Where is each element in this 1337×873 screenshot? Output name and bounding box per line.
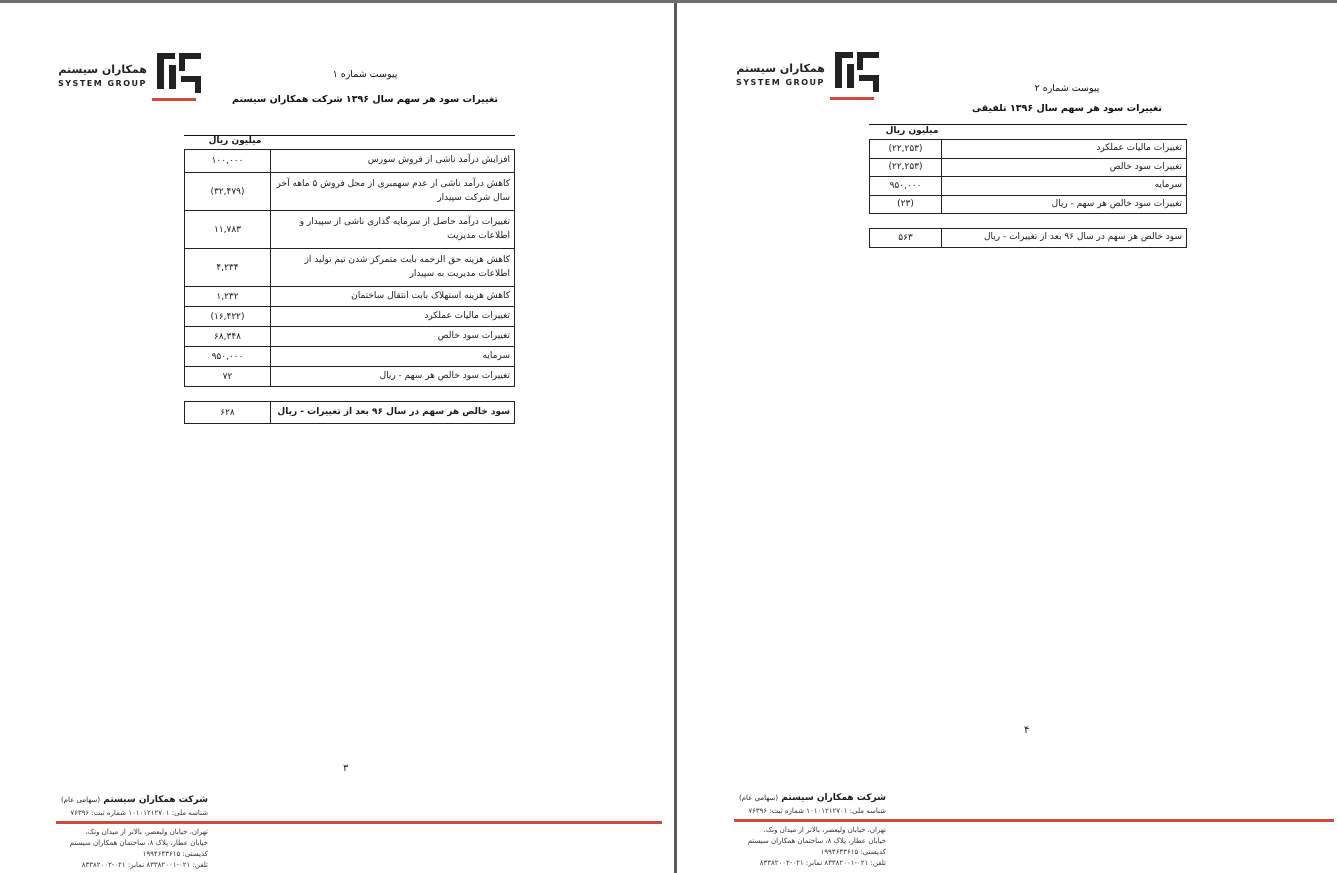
logo-name-fa: همکاران سیستم — [736, 62, 825, 75]
row-value: ۱,۲۳۲ — [185, 287, 271, 307]
table-row — [185, 249, 515, 287]
postal-code: کدپستی: ۱۹۹۴۶۴۳۶۱۵ — [142, 850, 208, 858]
phone-numbers: تلفن: ۰۲۱-۸۳۳۸۲۰۰۱ نمابر: ۰۲۱-۸۳۳۸۲۰۰۲ — [759, 859, 886, 867]
footer-company-name: شرکت همکاران سیستم — [781, 793, 886, 803]
document-page-4 — [677, 3, 1337, 873]
annex-title: پیوست شماره ۱ — [332, 69, 398, 80]
table-row — [185, 150, 515, 173]
consolidated-summary-table — [869, 228, 1187, 248]
table-title: تغییرات سود هر سهم سال ۱۳۹۶ تلفیقی — [972, 103, 1162, 114]
row-description: کاهش هزینه حق الزحمه بابت متمرکز شدن تیم تولید از اطلاعات مدیریت به سپیدار — [271, 249, 515, 287]
table-row — [185, 367, 515, 387]
table-title: تغییرات سود هر سهم سال ۱۳۹۶ شرکت همکاران سیستم — [232, 94, 498, 105]
table-row — [870, 140, 1187, 159]
table-row — [185, 307, 515, 327]
logo-name-fa: همکاران سیستم — [58, 63, 147, 76]
summary-value: ۵۶۳ — [870, 229, 942, 248]
footer-rule — [734, 819, 1334, 822]
footer-company — [736, 793, 886, 803]
unit-label: میلیون ریال — [208, 136, 262, 146]
table-row — [185, 347, 515, 367]
row-description: تغییرات درآمد حاصل از سرمایه گذاری ناشی از سپیدار و اطلاعات مدیریت — [271, 211, 515, 249]
row-value: (۲۲,۲۵۳) — [870, 140, 942, 159]
footer-company — [58, 795, 208, 805]
address-line: تهران، خیابان ولیعصر، بالاتر از میدان ونک، — [85, 828, 208, 836]
table-row — [185, 327, 515, 347]
summary-description: سود خالص هر سهم در سال ۹۶ بعد از تغییرات - ریال — [271, 402, 515, 424]
logo-mark-icon — [833, 48, 881, 98]
eps-change-table — [184, 149, 515, 387]
table-row — [870, 177, 1187, 196]
table-row — [870, 158, 1187, 177]
logo-accent-bar — [152, 98, 196, 101]
address-line: خیابان عطار، پلاک ۸، ساختمان همکاران سیستم — [69, 839, 208, 847]
eps-summary-table — [184, 401, 515, 424]
row-value: ۶۸,۳۴۸ — [185, 327, 271, 347]
annex-title: پیوست شماره ۲ — [1034, 83, 1100, 94]
footer-company-name: شرکت همکاران سیستم — [103, 795, 208, 805]
table-top-rule — [869, 124, 1187, 125]
consolidated-eps-table — [869, 139, 1187, 214]
postal-code: کدپستی: ۱۹۹۴۶۴۳۶۱۵ — [820, 848, 886, 856]
footer-rule — [56, 821, 662, 824]
row-description: افزایش درآمد ناشی از فروش سورس — [271, 150, 515, 173]
row-value: ۴,۲۳۴ — [185, 249, 271, 287]
unit-label: میلیون ریال — [885, 126, 939, 136]
row-value: (۳۲,۴۷۹) — [185, 173, 271, 211]
row-description: کاهش درآمد ناشی از عدم سهمبری از محل فروش ۵ ماهه آخر سال شرکت سپیدار — [271, 173, 515, 211]
row-value: ۹۵۰,۰۰۰ — [870, 177, 942, 196]
table-row — [185, 287, 515, 307]
row-value: ۹۵۰,۰۰۰ — [185, 347, 271, 367]
row-value: ۱۱,۷۸۳ — [185, 211, 271, 249]
logo-name-en: SYSTEM GROUP — [736, 78, 825, 87]
table-row — [870, 195, 1187, 214]
address-line: تهران، خیابان ولیعصر، بالاتر از میدان ونک، — [763, 826, 886, 834]
page-number: ۳ — [343, 763, 349, 774]
footer-company-type: (سهامی عام) — [60, 796, 101, 804]
row-description: تغییرات سود خالص هر سهم - ریال — [271, 367, 515, 387]
row-description: سرمایه — [942, 177, 1187, 196]
row-description: کاهش هزینه استهلاک بابت انتقال ساختمان — [271, 287, 515, 307]
footer-address — [58, 827, 208, 871]
summary-description: سود خالص هر سهم در سال ۹۶ بعد از تغییرات - ریال — [942, 229, 1187, 248]
row-value: (۲۲,۲۵۳) — [870, 158, 942, 177]
row-value: (۱۶,۴۲۲) — [185, 307, 271, 327]
row-description: تغییرات مالیات عملکرد — [942, 140, 1187, 159]
footer-ids: شناسه ملی: ۱۰۱۰۱۲۱۲۷۰۱ شماره ثبت: ۷۶۳۹۶ — [748, 807, 886, 815]
phone-numbers: تلفن: ۰۲۱-۸۳۳۸۲۰۰۱ نمابر: ۰۲۱-۸۳۳۸۲۰۰۲ — [81, 861, 208, 869]
page-number: ۴ — [1024, 725, 1030, 736]
summary-row — [185, 402, 515, 424]
footer-address — [736, 825, 886, 869]
company-logo — [58, 49, 203, 99]
row-value: (۲۳) — [870, 195, 942, 214]
logo-mark-icon — [155, 49, 203, 99]
row-description: تغییرات سود خالص — [271, 327, 515, 347]
table-row — [185, 173, 515, 211]
summary-row — [870, 229, 1187, 248]
logo-accent-bar — [830, 97, 874, 100]
footer-company-type: (سهامی عام) — [738, 794, 779, 802]
summary-value: ۶۲۸ — [185, 402, 271, 424]
logo-name-en: SYSTEM GROUP — [58, 79, 147, 88]
document-page-3 — [0, 3, 674, 873]
footer-ids: شناسه ملی: ۱۰۱۰۱۲۱۲۷۰۱ شماره ثبت: ۷۶۳۹۶ — [70, 809, 208, 817]
address-line: خیابان عطار، پلاک ۸، ساختمان همکاران سیستم — [747, 837, 886, 845]
row-description: تغییرات مالیات عملکرد — [271, 307, 515, 327]
row-description: سرمایه — [271, 347, 515, 367]
row-value: ۱۰۰,۰۰۰ — [185, 150, 271, 173]
company-logo — [736, 48, 881, 98]
table-row — [185, 211, 515, 249]
row-description: تغییرات سود خالص — [942, 158, 1187, 177]
row-description: تغییرات سود خالص هر سهم - ریال — [942, 195, 1187, 214]
row-value: ۷۲ — [185, 367, 271, 387]
